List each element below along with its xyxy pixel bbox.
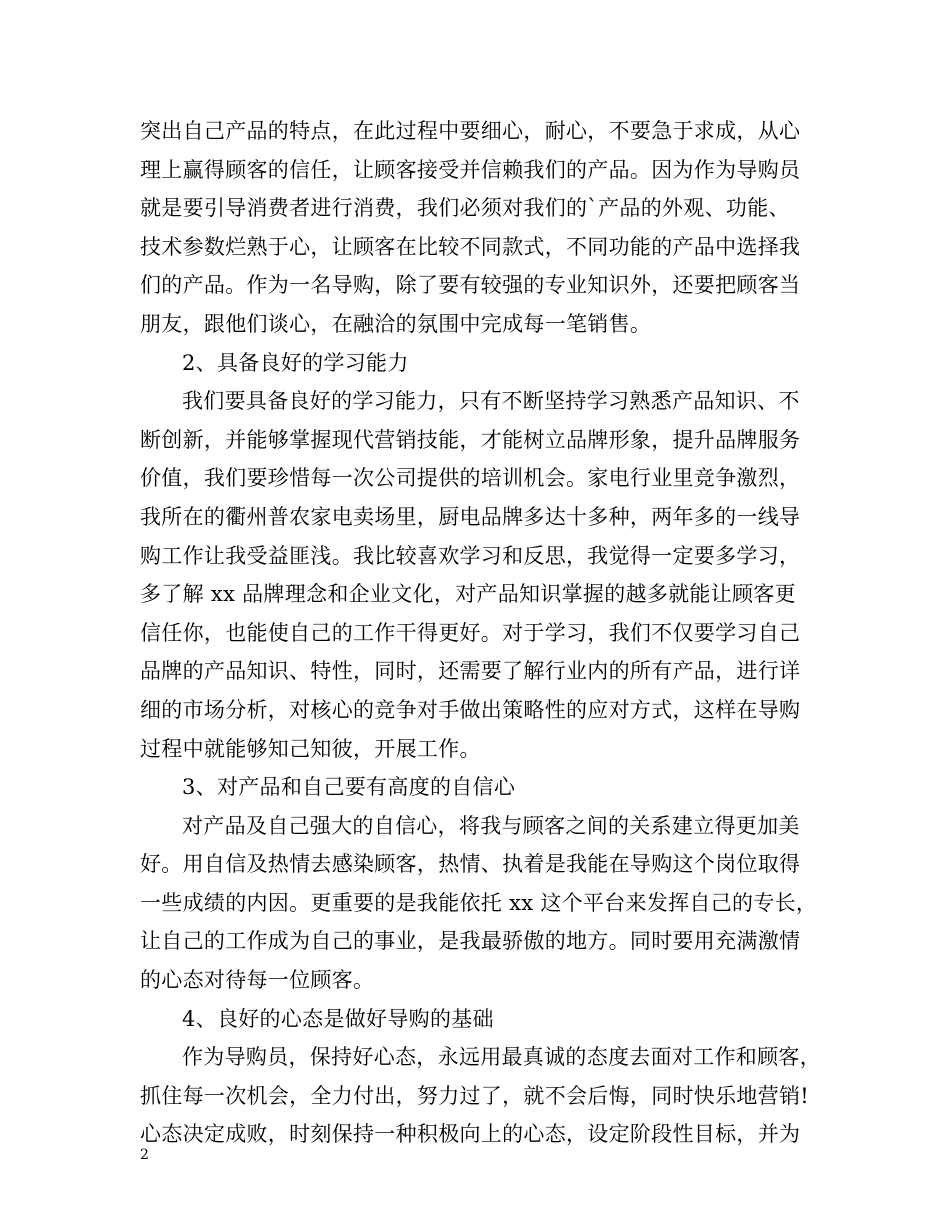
text-line: 的心态对待每一位顾客。 [140,968,375,993]
section-heading: 4、良好的心态是做好导购的基础 [182,1006,494,1031]
section-heading: 3、对产品和自己要有高度的自信心 [182,775,516,800]
text-line: 多了解 xx 品牌理念和企业文化，对产品知识掌握的越多就能让顾客更 [140,582,796,607]
text-line: 信任你，也能使自己的工作干得更好。对于学习，我们不仅要学习自己 [140,620,801,645]
text-line: 突出自己产品的特点，在此过程中要细心，耐心，不要急于求成，从心 [140,119,801,143]
text-line: 品牌的产品知识、特性，同时，还需要了解行业内的所有产品，进行详 [140,659,801,684]
text-line: 朋友，跟他们谈心，在融洽的氛围中完成每一笔销售。 [140,311,652,336]
text-line: 价值，我们要珍惜每一次公司提供的培训机会。家电行业里竞争激烈， [140,466,801,491]
section-heading: 2、具备良好的学习能力 [182,350,409,375]
text-line: 抓住每一次机会，全力付出，努力过了，就不会后悔，同时快乐地营销! [140,1083,810,1108]
text-line: 一些成绩的内因。更重要的是我能依托 xx 这个平台来发挥自己的专长， [140,890,818,915]
text-line: 断创新，并能够掌握现代营销技能，才能树立品牌形象，提升品牌服务 [140,427,801,452]
text-line: 理上赢得顾客的信任，让顾客接受并信赖我们的产品。因为作为导购员 [140,157,801,182]
text-line: 细的市场分析，对核心的竞争对手做出策略性的应对方式，这样在导购 [140,697,801,722]
text-line: 我所在的衢州普农家电卖场里，厨电品牌多达十多种，两年多的一线导 [140,504,801,529]
text-line: 好。用自信及热情去感染顾客，热情、执着是我能在导购这个岗位取得 [140,852,801,877]
text-line: 对产品及自己强大的自信心，将我与顾客之间的关系建立得更加美 [182,813,800,838]
page-number: 2 [140,1147,149,1163]
text-line: 购工作让我受益匪浅。我比较喜欢学习和反思，我觉得一定要多学习， [140,543,801,568]
text-line: 我们要具备良好的学习能力，只有不断坚持学习熟悉产品知识、不 [182,389,800,414]
text-line: 作为导购员，保持好心态，永远用最真诚的态度去面对工作和顾客， [182,1045,821,1070]
text-line: 技术参数烂熟于心，让顾客在比较不同款式，不同功能的产品中选择我 [140,234,801,259]
text-line: 们的产品。作为一名导购，除了要有较强的专业知识外，还要把顾客当 [140,273,801,298]
document-body [140,112,830,1154]
text-line: 过程中就能够知己知彼，开展工作。 [140,736,481,761]
text-line: 就是要引导消费者进行消费，我们必须对我们的`产品的外观、功能、 [140,196,790,221]
text-line: 心态决定成败，时刻保持一种积极向上的心态，设定阶段性目标，并为 [140,1122,801,1147]
text-line: 让自己的工作成为自己的事业，是我最骄傲的地方。同时要用充满激情 [140,929,801,954]
